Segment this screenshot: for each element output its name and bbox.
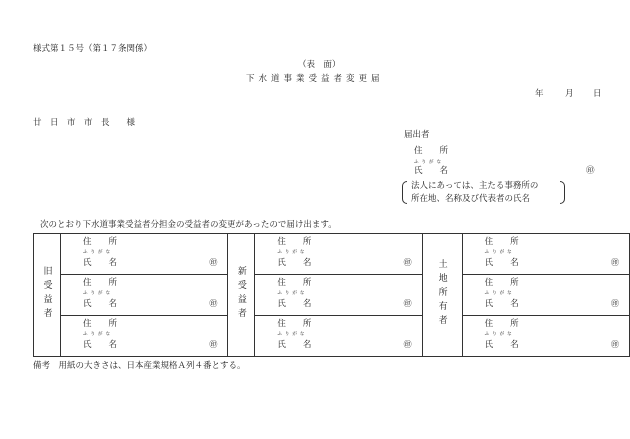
- right-bracket: [560, 181, 565, 204]
- new-beneficiary-entry[interactable]: [255, 234, 422, 275]
- old-beneficiary-entry[interactable]: [61, 316, 228, 357]
- old-beneficiary-label: 旧受益者: [41, 265, 52, 322]
- date-year: 年: [535, 89, 544, 99]
- table-row: [34, 316, 630, 357]
- name-label: 氏 名: [83, 258, 118, 268]
- remarks: 備考 用紙の大きさは、日本産業規格Ａ列４番とする。: [33, 361, 246, 371]
- name-label: 氏 名: [277, 258, 312, 268]
- landowner-entry[interactable]: [462, 275, 629, 316]
- notifier-seal: ㊞: [586, 166, 595, 176]
- notifier-name-ruby: ふりがな: [414, 160, 444, 165]
- intro-text: 次のとおり下水道事業受益者分担金の受益者の変更があったので届け出ます。: [40, 220, 337, 230]
- date-month: 月: [565, 89, 574, 99]
- address-label: 住 所: [277, 319, 312, 329]
- old-beneficiary-entry[interactable]: [61, 234, 228, 275]
- name-ruby: ふりがな: [83, 332, 113, 337]
- name-ruby: ふりがな: [277, 250, 308, 255]
- name-label: 氏 名: [484, 340, 519, 350]
- date-day: 日: [593, 89, 602, 99]
- seal-mark: ㊞: [209, 340, 218, 349]
- address-label: 住 所: [484, 237, 519, 247]
- name-ruby: ふりがな: [277, 291, 308, 296]
- name-ruby: ふりがな: [484, 291, 515, 296]
- notifier-name-label: 氏 名: [414, 166, 449, 176]
- name-label: 氏 名: [484, 299, 519, 309]
- notifier-label: 届出者: [404, 130, 430, 140]
- address-label: 住 所: [277, 278, 312, 288]
- address-label: 住 所: [83, 278, 118, 288]
- name-label: 氏 名: [83, 299, 118, 309]
- seal-mark: ㊞: [403, 258, 412, 267]
- seal-mark: ㊞: [403, 299, 412, 308]
- notifier-address-label: 住 所: [414, 146, 449, 156]
- corp-note-line2: 所在地、名称及び代表者の氏名: [411, 194, 531, 204]
- name-ruby: ふりがな: [484, 250, 515, 255]
- table-row: [34, 275, 630, 316]
- seal-mark: ㊞: [611, 299, 619, 308]
- left-bracket: [402, 181, 407, 204]
- page-title: 下水道事業受益者変更届: [246, 74, 384, 84]
- new-beneficiary-entry[interactable]: [255, 316, 422, 357]
- name-label: 氏 名: [277, 299, 312, 309]
- new-beneficiary-entry[interactable]: [255, 275, 422, 316]
- new-beneficiary-label: 新受益者: [235, 265, 246, 322]
- name-ruby: ふりがな: [83, 250, 113, 255]
- form-number: 様式第１５号（第１７条関係）: [33, 44, 153, 54]
- address-label: 住 所: [83, 237, 118, 247]
- address-label: 住 所: [83, 319, 118, 329]
- side-label: （表 面）: [298, 60, 341, 70]
- table-row: [34, 234, 630, 275]
- landowner-entry[interactable]: [462, 316, 629, 357]
- seal-mark: ㊞: [403, 340, 412, 349]
- change-table: [33, 233, 630, 357]
- new-beneficiary-label-cell: [228, 234, 255, 357]
- name-label: 氏 名: [484, 258, 519, 268]
- corp-note-line1: 法人にあっては、主たる事務所の: [411, 181, 539, 191]
- landowner-entry[interactable]: [462, 234, 629, 275]
- seal-mark: ㊞: [611, 340, 619, 349]
- seal-mark: ㊞: [209, 299, 218, 308]
- name-ruby: ふりがな: [277, 332, 308, 337]
- landowner-label-cell: [422, 234, 462, 357]
- seal-mark: ㊞: [611, 258, 619, 267]
- address-label: 住 所: [484, 278, 519, 288]
- old-beneficiary-label-cell: [34, 234, 61, 357]
- name-ruby: ふりがな: [83, 291, 113, 296]
- address-label: 住 所: [484, 319, 519, 329]
- name-ruby: ふりがな: [484, 332, 515, 337]
- name-label: 氏 名: [277, 340, 312, 350]
- seal-mark: ㊞: [209, 258, 218, 267]
- addressee: 廿 日 市 市 長 様: [33, 118, 136, 128]
- old-beneficiary-entry[interactable]: [61, 275, 228, 316]
- address-label: 住 所: [277, 237, 312, 247]
- landowner-label: 土地所有者: [436, 258, 447, 329]
- name-label: 氏 名: [83, 340, 118, 350]
